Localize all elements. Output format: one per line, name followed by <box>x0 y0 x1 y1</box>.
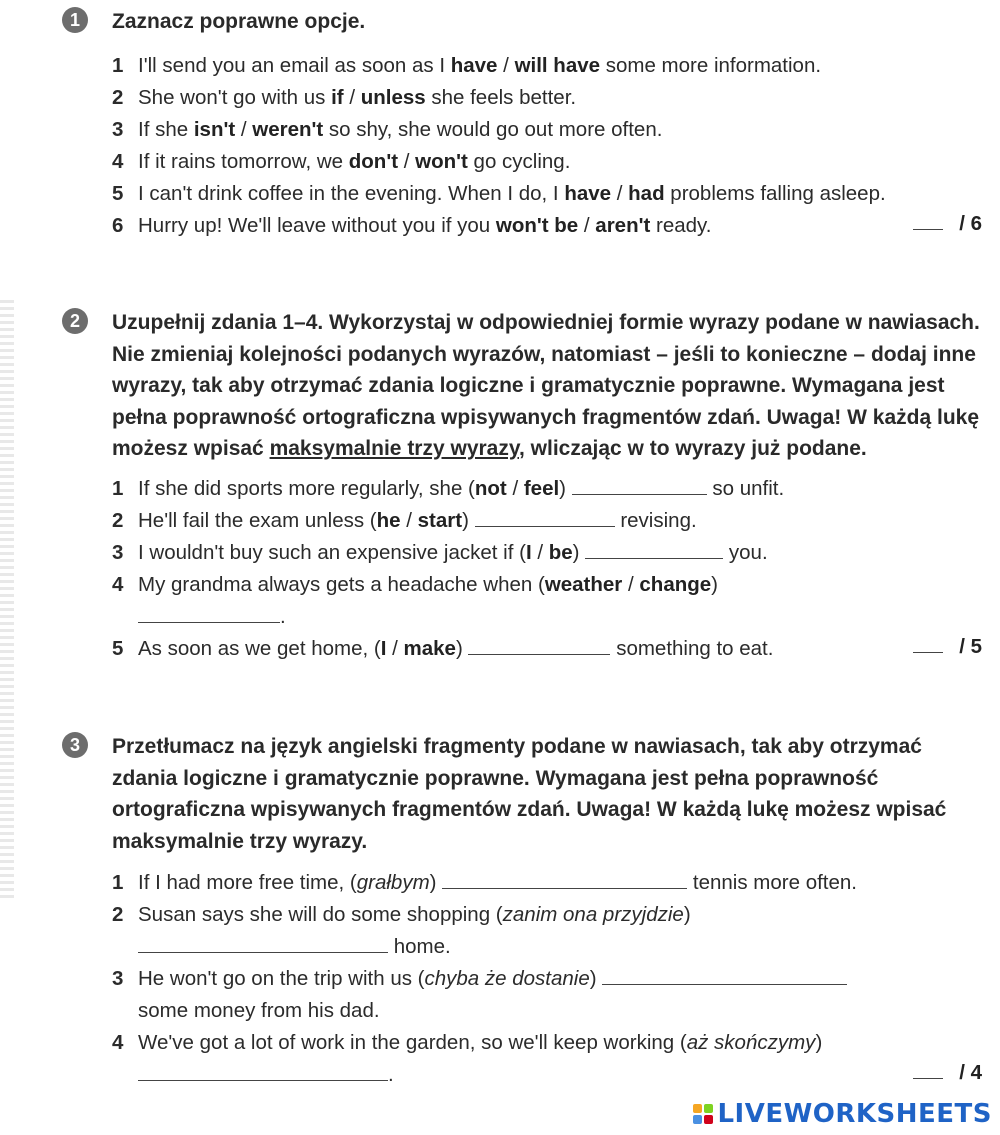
option-a[interactable]: have <box>564 181 612 205</box>
answer-blank[interactable] <box>442 870 687 889</box>
exercise-1-instruction: Zaznacz poprawne opcje. <box>112 10 366 33</box>
option-a[interactable]: don't <box>348 149 399 173</box>
option-a[interactable]: isn't <box>193 117 236 141</box>
ex1-item: 1 I'll send you an email as soon as I have / will have some more information. <box>112 50 982 82</box>
option-b[interactable]: will have <box>514 53 601 77</box>
ex1-item: 4 If it rains tomorrow, we don't / won't go cycling. <box>112 146 982 178</box>
answer-blank[interactable] <box>138 934 388 953</box>
exercise-2-instruction: Uzupełnij zdania 1–4. Wykorzystaj w odpowiedniej formie wyrazy podane w nawiasach. Nie zmieniaj kolejności podanych wyrazów, natomiast – jeśli to konieczne – dodaj inne wyrazy, tak aby otrzymać zdania logiczne i gramatycznie poprawne. Wymagana jest pełna poprawność ortograficzna wpisywanych fragmentów zdań. Uwaga! W każdą lukę możesz wpisać maksymalnie trzy wyrazy, wliczając w to wyrazy już podane. <box>112 311 980 460</box>
ex3-item: 4 We've got a lot of work in the garden, so we'll keep working (aż skończymy) . / 4 <box>112 1027 982 1091</box>
score-input[interactable] <box>913 634 943 653</box>
option-b[interactable]: aren't <box>595 213 651 237</box>
score-box: / 4 <box>913 1057 982 1089</box>
logo-text: LIVEWORKSHEETS <box>717 1099 992 1129</box>
ex1-item: 5 I can't drink coffee in the evening. When I do, I have / had problems falling asleep. <box>112 178 982 210</box>
item-number: 3 <box>112 117 124 141</box>
option-a[interactable]: won't be <box>495 213 579 237</box>
ex2-item: 4 My grandma always gets a headache when (weather / change) . <box>112 572 718 628</box>
answer-blank[interactable] <box>602 966 847 985</box>
liveworksheets-logo <box>693 1099 992 1129</box>
score-input[interactable] <box>913 1060 943 1079</box>
item-number: 4 <box>112 149 124 173</box>
option-b[interactable]: weren't <box>252 117 324 141</box>
item-number: 2 <box>112 85 124 109</box>
ex3-item: 2 Susan says she will do some shopping (zanim ona przyjdzie) home. <box>112 903 691 958</box>
option-b[interactable]: had <box>628 181 665 205</box>
option-b[interactable]: won't <box>415 149 468 173</box>
item-number: 5 <box>112 181 124 205</box>
exercise-2 <box>62 307 982 665</box>
ex3-item: 1 If I had more free time, (grałbym) tennis more often. <box>112 871 857 894</box>
item-number: 1 <box>112 53 124 77</box>
ex1-item: 3 If she isn't / weren't so shy, she would go out more often. <box>112 114 982 146</box>
ex2-item: 2 He'll fail the exam unless (he / start) revising. <box>112 508 697 532</box>
exercise-number-badge: 1 <box>62 7 88 33</box>
exercise-3 <box>62 731 982 1091</box>
exercise-1-items <box>112 50 982 242</box>
answer-blank[interactable] <box>468 636 610 655</box>
option-a[interactable]: if <box>331 85 344 109</box>
ex1-item: 2 She won't go with us if / unless she feels better. <box>112 82 982 114</box>
exercise-1-header <box>62 6 982 38</box>
ex1-item: 6 Hurry up! We'll leave without you if you won't be / aren't ready. / 6 <box>112 210 982 242</box>
answer-blank[interactable] <box>572 476 707 495</box>
ex3-item: 3 He won't go on the trip with us (chyba że dostanie) some money from his dad. <box>112 963 982 1027</box>
exercise-3-items <box>112 867 982 1091</box>
score-box: / 6 <box>913 208 982 240</box>
answer-blank[interactable] <box>475 508 615 527</box>
answer-blank[interactable] <box>585 540 723 559</box>
option-a[interactable]: have <box>450 53 498 77</box>
exercise-1 <box>62 6 982 242</box>
score-input[interactable] <box>913 211 943 230</box>
answer-blank[interactable] <box>138 604 280 623</box>
option-b[interactable]: unless <box>360 85 426 109</box>
ex2-item: 3 I wouldn't buy such an expensive jacket if (I / be) you. <box>112 540 768 564</box>
page-spine-decoration <box>0 300 14 900</box>
exercise-3-header <box>62 731 982 857</box>
exercise-2-header <box>62 307 982 465</box>
answer-blank[interactable] <box>138 1062 388 1081</box>
ex2-item: 1 If she did sports more regularly, she (not / feel) so unfit. <box>112 476 785 500</box>
exercise-number-badge: 2 <box>62 308 88 334</box>
liveworksheets-logo-icon <box>693 1104 713 1124</box>
item-number: 6 <box>112 213 124 237</box>
exercise-number-badge: 3 <box>62 732 88 758</box>
exercise-3-instruction: Przetłumacz na język angielski fragmenty podane w nawiasach, tak aby otrzymać zdania logiczne i gramatycznie poprawne. Wymagana jest pełna poprawność ortograficzna wpisywanych fragmentów zdań. Uwaga! W każdą lukę możesz wpisać maksymalnie trzy wyrazy. <box>112 735 947 853</box>
ex2-item: 5 As soon as we get home, (I / make) something to eat. / 5 <box>112 633 982 665</box>
exercise-2-items <box>112 473 982 665</box>
score-box: / 5 <box>913 631 982 663</box>
